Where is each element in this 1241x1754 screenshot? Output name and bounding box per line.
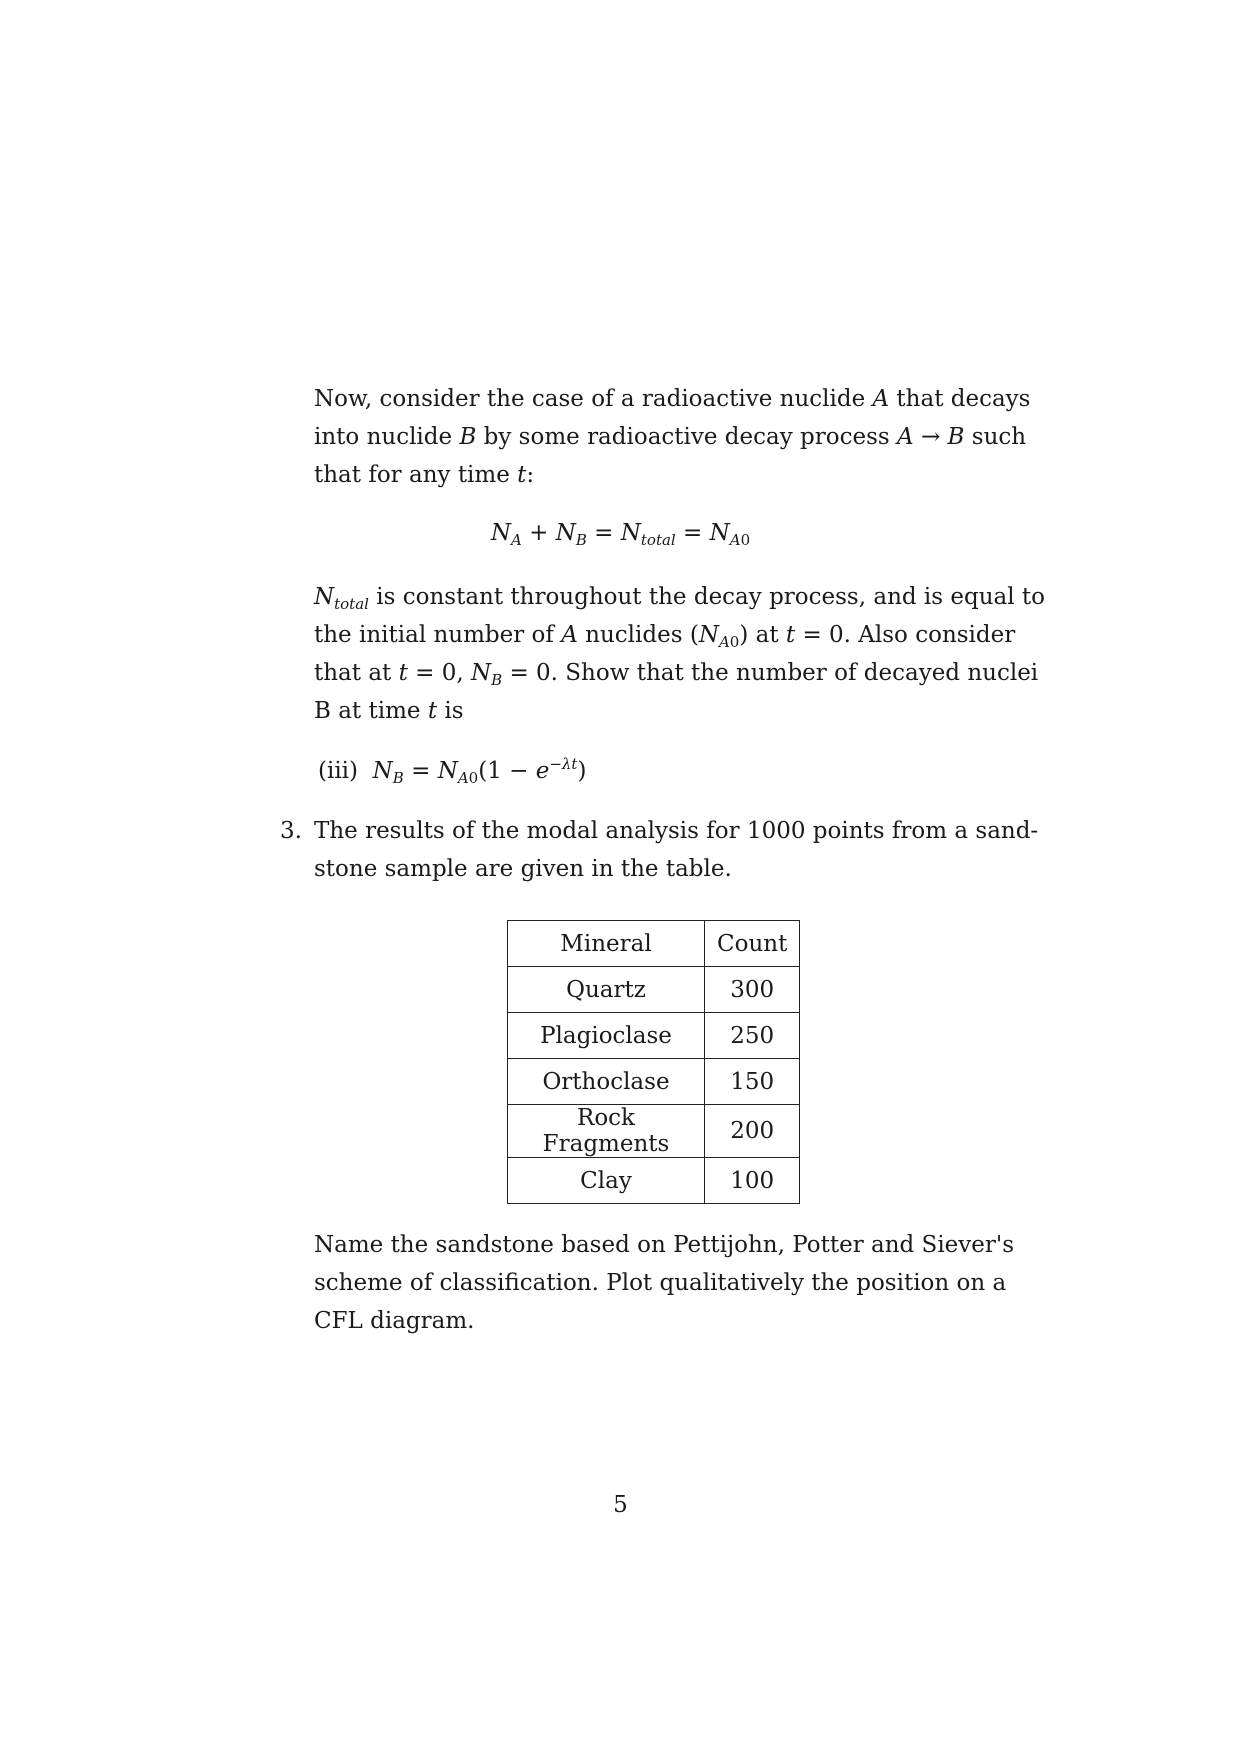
- mineral-count-table: [507, 920, 800, 1204]
- count-cell: 250: [705, 1013, 800, 1059]
- header-mineral: Mineral: [508, 921, 705, 967]
- item-iii-label: (iii): [318, 758, 359, 784]
- item-iii-formula: $N_B = N_{A0}(1 - e^{-\lambda t})$: [372, 755, 587, 787]
- decay-paragraph: [314, 578, 1046, 730]
- question-3-line-1: The results of the modal analysis for 1000 points from a sand-: [314, 818, 1039, 844]
- decay-line-3: that at t = 0, $N_B = 0$. Show that the number of decayed nuclei: [314, 660, 1039, 689]
- decay-line-1: $N_{total}$ is constant throughout the decay process, and is equal to: [314, 584, 1046, 613]
- count-cell: 150: [705, 1059, 800, 1105]
- mineral-cell: Plagioclase: [508, 1013, 705, 1059]
- count-cell: 300: [705, 967, 800, 1013]
- table-row: [508, 1158, 800, 1204]
- table-header-row: [508, 921, 800, 967]
- table-row: [508, 1105, 800, 1158]
- item-iii: [318, 752, 586, 790]
- page-number: 5: [613, 1492, 628, 1518]
- mineral-cell: Rock Fragments: [508, 1105, 705, 1158]
- intro-line-1: Now, consider the case of a radioactive nuclide A that decays: [314, 386, 1031, 412]
- intro-line-3: that for any time t:: [314, 462, 535, 488]
- classification-line-2: scheme of classification. Plot qualitatively the position on a: [314, 1270, 1007, 1296]
- intro-paragraph: [314, 380, 1031, 494]
- decay-line-4: B at time t is: [314, 698, 464, 724]
- classification-line-1: Name the sandstone based on Pettijohn, Potter and Siever's: [314, 1232, 1015, 1258]
- mineral-cell: Quartz: [508, 967, 705, 1013]
- intro-line-2: into nuclide B by some radioactive decay process A → B such: [314, 424, 1027, 450]
- mineral-cell: Clay: [508, 1158, 705, 1204]
- table-row: [508, 967, 800, 1013]
- question-3-line-2: stone sample are given in the table.: [314, 856, 732, 882]
- table-row: [508, 1059, 800, 1105]
- mineral-cell: Orthoclase: [508, 1059, 705, 1105]
- table-row: [508, 1013, 800, 1059]
- classification-paragraph: [314, 1226, 1015, 1340]
- decay-line-2: the initial number of A nuclides $(N_{A0})$ at t = 0. Also consider: [314, 622, 1016, 651]
- question-3-text: [314, 812, 1039, 888]
- count-cell: 100: [705, 1158, 800, 1204]
- question-3-number: 3.: [280, 818, 302, 844]
- count-cell: 200: [705, 1105, 800, 1158]
- header-count: Count: [705, 921, 800, 967]
- conservation-equation: $N_A + N_B = N_{total} = N_{A0}$: [490, 520, 751, 549]
- classification-line-3: CFL diagram.: [314, 1308, 475, 1334]
